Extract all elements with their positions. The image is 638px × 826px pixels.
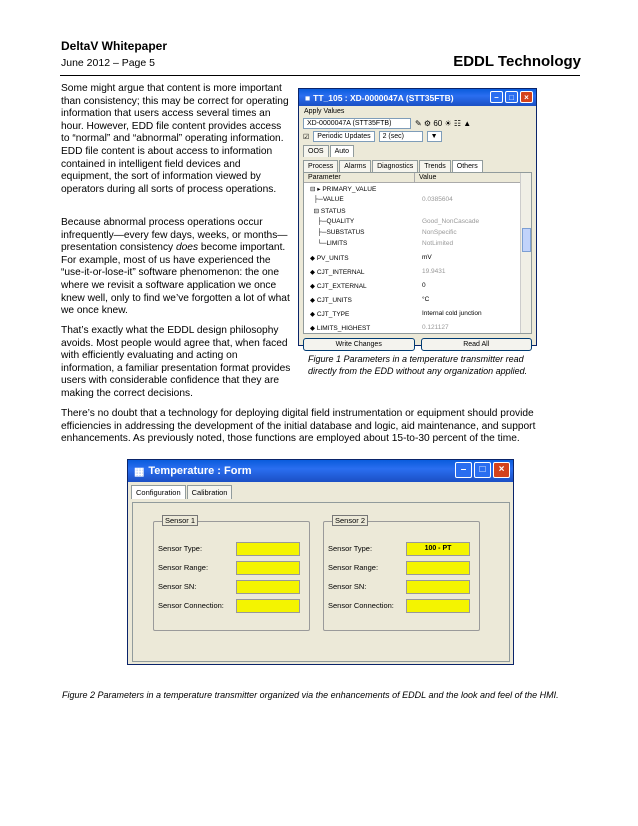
table-row[interactable]: ◆ CJT_EXTERNAL 0 bbox=[310, 282, 426, 290]
table-row[interactable]: ├─QUALITY Good_NonCascade bbox=[310, 218, 480, 225]
parameter-grid bbox=[303, 172, 532, 334]
doc-title: DeltaV Whitepaper bbox=[61, 39, 168, 53]
minimize-icon[interactable]: – bbox=[490, 91, 503, 103]
section-title: EDDL Technology bbox=[453, 53, 581, 70]
table-row[interactable]: ⊟ STATUS bbox=[310, 207, 346, 215]
sensor1-connection-field[interactable] bbox=[236, 599, 300, 613]
figure2-title-bar bbox=[128, 460, 513, 482]
scroll-thumb[interactable] bbox=[522, 228, 531, 252]
sensor1-group bbox=[153, 516, 310, 631]
paragraph-3: That’s exactly what the EDDL design philosophy avoids. Most people would agree that, when faced with efficiently evaluating and acting on information, a familiar presentation format provides users with considerable confidence that they are making the correct decisions. bbox=[61, 325, 291, 399]
table-row[interactable]: ◆ CJT_TYPE Internal cold junction bbox=[310, 310, 482, 318]
tab-diagnostics[interactable]: Diagnostics bbox=[372, 160, 418, 172]
table-row[interactable]: ◆ PV_UNITS mV bbox=[310, 254, 432, 262]
tab-oos[interactable]: OOS bbox=[303, 145, 329, 157]
sensor1-sn-field[interactable] bbox=[236, 580, 300, 594]
figure2-caption: Figure 2 Parameters in a temperature transmitter organized via the enhancements of EDDL and the look and feel of the HMI. bbox=[62, 690, 559, 700]
paragraph-4: There’s no doubt that a technology for deploying digital field instrumentation or equipment should provide efficiencies in addressing the development of the initial database and logic, aid maintenance, and support enhancements. As previously noted, those functions are employed about 15-to-30 percent of the time. bbox=[61, 408, 536, 445]
col-parameter[interactable]: Parameter bbox=[304, 173, 415, 182]
col-value[interactable]: Value bbox=[415, 173, 524, 182]
table-row[interactable]: └─LIMITS NotLimited bbox=[310, 240, 454, 247]
sensor2-connection-field[interactable] bbox=[406, 599, 470, 613]
date-page: June 2012 – Page 5 bbox=[61, 57, 155, 69]
sensor2-group bbox=[323, 516, 480, 631]
configuration-panel bbox=[132, 502, 510, 662]
figure2-window bbox=[127, 459, 514, 665]
sensor1-sn-label: Sensor SN: bbox=[158, 582, 197, 591]
period-dropdown-icon[interactable]: ▼ bbox=[427, 131, 442, 142]
figure2-window-title: Temperature : Form bbox=[148, 465, 252, 477]
menu-apply-values[interactable]: Apply Values bbox=[304, 108, 345, 115]
tab-configuration[interactable]: Configuration bbox=[131, 485, 186, 499]
sensor2-connection-label: Sensor Connection: bbox=[328, 601, 394, 610]
figure1-title-bar bbox=[299, 89, 536, 106]
sensor1-type-label: Sensor Type: bbox=[158, 544, 203, 553]
sensor2-sn-label: Sensor SN: bbox=[328, 582, 367, 591]
sensor1-range-field[interactable] bbox=[236, 561, 300, 575]
table-row[interactable]: ◆ LIMITS_HIGHEST 0.121127 bbox=[310, 324, 449, 332]
table-row[interactable]: ├─SUBSTATUS NonSpecific bbox=[310, 229, 457, 236]
paragraph-2: Because abnormal process operations occur infrequently—every few days, weeks, or months—presentation consistency does become important. For example, most of us have experienced the “use-it-or-lose-it” software phenomenon: the one where we revisit a software application we once knew well, only to find we’ve forgotten a lot of what we once knew. bbox=[61, 217, 290, 317]
tab-auto[interactable]: Auto bbox=[330, 145, 354, 157]
table-row[interactable]: ◆ CJT_UNITS °C bbox=[310, 296, 430, 304]
maximize-icon[interactable]: □ bbox=[474, 462, 491, 478]
sensor2-title: Sensor 2 bbox=[332, 515, 368, 526]
sensor1-type-field[interactable] bbox=[236, 542, 300, 556]
sensor2-sn-field[interactable] bbox=[406, 580, 470, 594]
period-select[interactable]: 2 (sec) bbox=[379, 131, 423, 142]
sensor2-type-field[interactable]: 100 - PT bbox=[406, 542, 470, 556]
vertical-scrollbar[interactable] bbox=[520, 173, 531, 333]
tab-trends[interactable]: Trends bbox=[419, 160, 451, 172]
sensor2-type-label: Sensor Type: bbox=[328, 544, 373, 553]
form-icon: ▦ bbox=[134, 465, 145, 478]
read-all-button[interactable]: Read All bbox=[421, 338, 533, 351]
toolbar-icons[interactable]: ✎ ⚙ 60 ☀ ☷ ▲ bbox=[415, 119, 472, 128]
tab-calibration[interactable]: Calibration bbox=[187, 485, 233, 499]
figure1-caption: Figure 1 Parameters in a temperature transmitter read directly from the EDD without any organization applied. bbox=[308, 354, 528, 376]
close-icon[interactable]: × bbox=[493, 462, 510, 478]
figure1-window bbox=[298, 88, 537, 346]
sensor2-range-field[interactable] bbox=[406, 561, 470, 575]
table-row[interactable]: ├─VALUE 0.0385604 bbox=[310, 196, 453, 203]
maximize-icon[interactable]: □ bbox=[505, 91, 518, 103]
header-rule bbox=[60, 75, 580, 76]
window-icon: ■ bbox=[305, 92, 311, 103]
sensor1-title: Sensor 1 bbox=[162, 515, 198, 526]
sensor1-connection-label: Sensor Connection: bbox=[158, 601, 224, 610]
figure1-window-title: TT_105 : XD-0000047A (STT35FTB) bbox=[313, 92, 454, 103]
tab-alarms[interactable]: Alarms bbox=[339, 160, 371, 172]
table-row[interactable]: ⊟ ▸ PRIMARY_VALUE bbox=[310, 185, 377, 193]
sensor1-range-label: Sensor Range: bbox=[158, 563, 209, 572]
write-changes-button[interactable]: Write Changes bbox=[303, 338, 415, 351]
periodic-updates-label: Periodic Updates bbox=[313, 131, 374, 142]
close-icon[interactable]: × bbox=[520, 91, 533, 103]
device-select[interactable]: XD-0000047A (STT35FTB) bbox=[303, 118, 411, 129]
periodic-updates-checkbox[interactable]: ☑ bbox=[303, 133, 310, 141]
tab-process[interactable]: Process bbox=[303, 160, 338, 172]
tab-others[interactable]: Others bbox=[452, 160, 483, 172]
minimize-icon[interactable]: – bbox=[455, 462, 472, 478]
paragraph-1: Some might argue that content is more important than consistency; this may be correct for operating information that users access several times an hour. However, EDD file content provides access to “normal” and “abnormal” operating information. EDD file content is about access to information contained in intelligent field devices and equipment, the sort of information viewed by operators during all sorts of process operations. bbox=[61, 83, 289, 195]
table-row[interactable]: ◆ CJT_INTERNAL 19.9431 bbox=[310, 268, 446, 276]
sensor2-range-label: Sensor Range: bbox=[328, 563, 379, 572]
